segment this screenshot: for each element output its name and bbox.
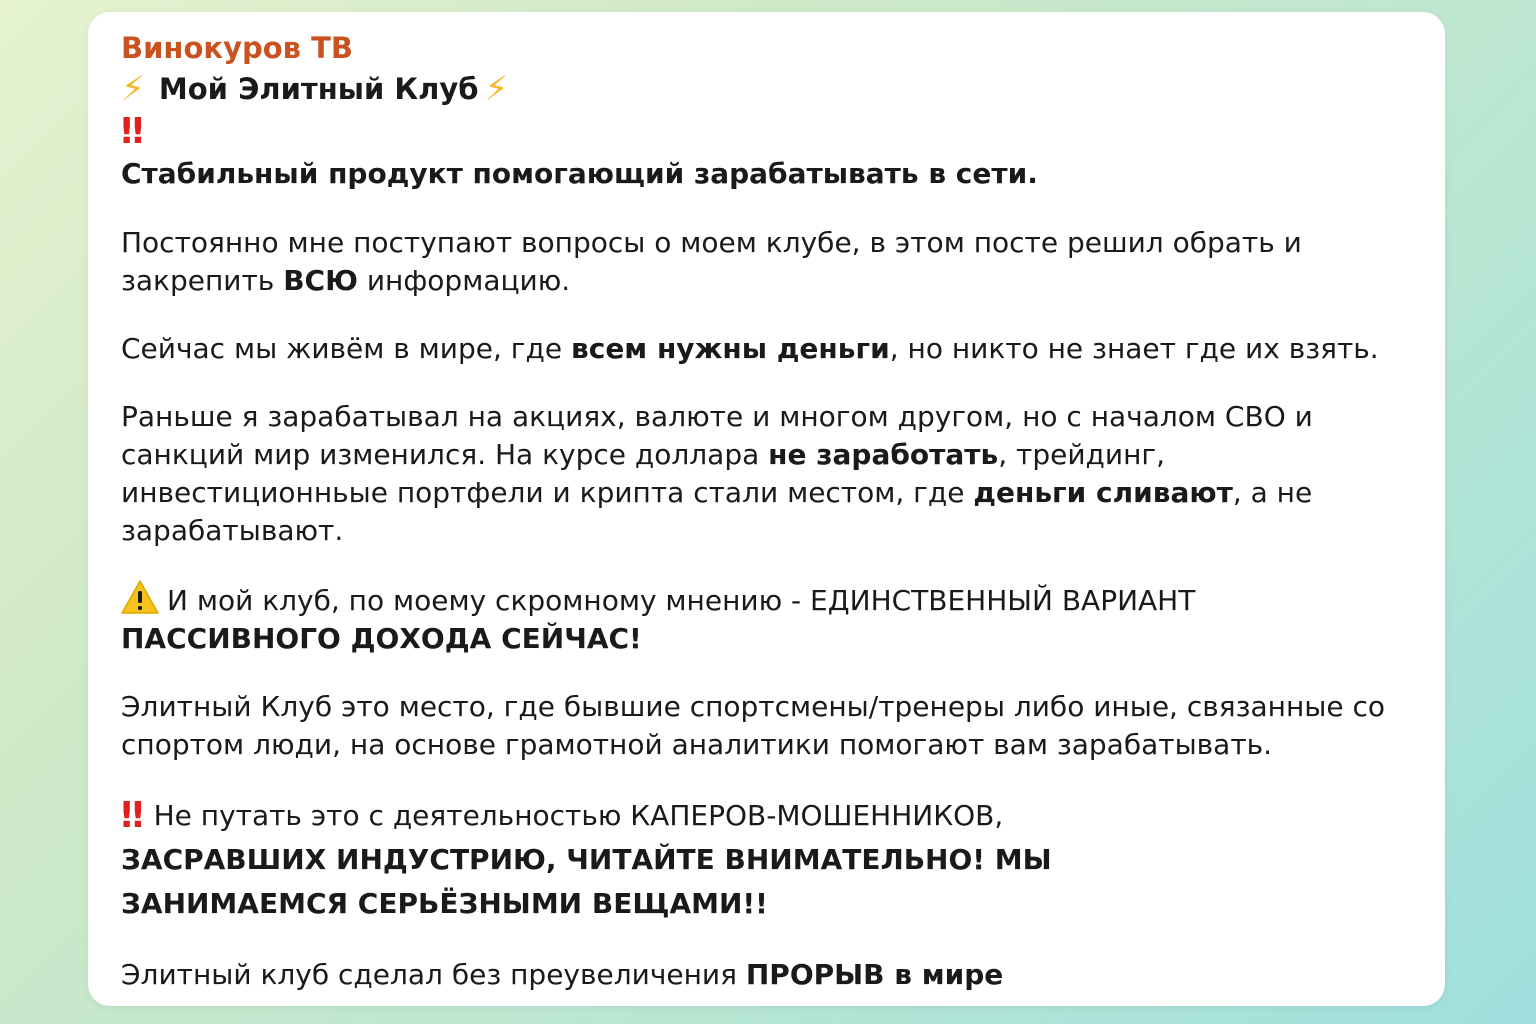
bold-text: ПРОРЫВ в мире — [745, 958, 1004, 991]
text-span: И мой клуб, по моему скромному мнению - ЕДИНСТВЕННЫЙ ВАРИАНТ — [167, 584, 1196, 617]
text-span: Сейчас мы живём в мире, где — [121, 332, 571, 365]
text-span: Раньше я зарабатывал на акциях, валюте и многом другом, но с началом СВО и санкций мир изменился. На курсе доллара — [121, 400, 1313, 471]
bold-text: ВСЮ — [283, 264, 358, 297]
text-span: Не путать это с деятельностью КАПЕРОВ-МОШЕННИКОВ, — [153, 799, 1004, 832]
bold-text: не заработать — [768, 438, 999, 471]
text-span: информацию. — [357, 264, 571, 297]
text-span: , трейдинг, инвестиционньые портфели и крипта стали местом, где — [121, 438, 1165, 509]
message-content — [121, 28, 1421, 1006]
lightning-icon: ⚡ — [121, 69, 145, 109]
bold-text: ПАССИВНОГО ДОХОДА СЕЙЧАС! — [121, 622, 642, 655]
text-span: Элитный клуб сделал без преувеличения — [121, 958, 746, 991]
club-title — [121, 68, 1421, 110]
text-span: , а не зарабатывают. — [121, 476, 1313, 547]
bold-text: всем нужны деньги — [571, 332, 890, 365]
paragraph-breakthrough — [121, 956, 1421, 994]
warning-line-1 — [121, 794, 1421, 838]
lightning-icon: ⚡ — [484, 69, 509, 109]
paragraph-club-description: Элитный Клуб это место, где бывшие спортсмены/тренеры либо иные, связанные со спортом люди, на основе грамотной аналитики помогают вам зарабатывать. — [121, 690, 1386, 761]
paragraph-money — [121, 330, 1421, 368]
warning-line-2: ЗАСРАВШИХ ИНДУСТРИЮ, ЧИТАЙТЕ ВНИМАТЕЛЬНО! МЫ — [121, 843, 1052, 876]
exclamation-line — [121, 110, 1421, 154]
author-name[interactable]: Винокуров ТВ — [121, 31, 353, 65]
bold-text: деньги сливают — [973, 476, 1233, 509]
paragraph-history — [121, 398, 1421, 550]
message-bubble — [88, 12, 1445, 1006]
headline: Стабильный продукт помогающий зарабатывать в сети. — [121, 157, 1038, 190]
paragraph-intro — [121, 224, 1421, 300]
text-span: , но никто не знает где их взять. — [889, 332, 1379, 365]
double-exclamation-icon: ‼ — [121, 111, 140, 152]
warning-line-3: ЗАНИМАЕМСЯ СЕРЬЁЗНЫМИ ВЕЩАМИ!! — [121, 887, 768, 920]
warning-icon — [121, 580, 159, 614]
text-span: Постоянно мне поступают вопросы о моем клубе, в этом посте решил обрать и закрепить — [121, 226, 1302, 297]
paragraph-warning-club — [121, 580, 1421, 658]
paragraph-not-cappers — [121, 794, 1421, 926]
double-exclamation-icon: ‼ — [121, 795, 140, 836]
club-title-text: Мой Элитный Клуб — [158, 72, 479, 106]
